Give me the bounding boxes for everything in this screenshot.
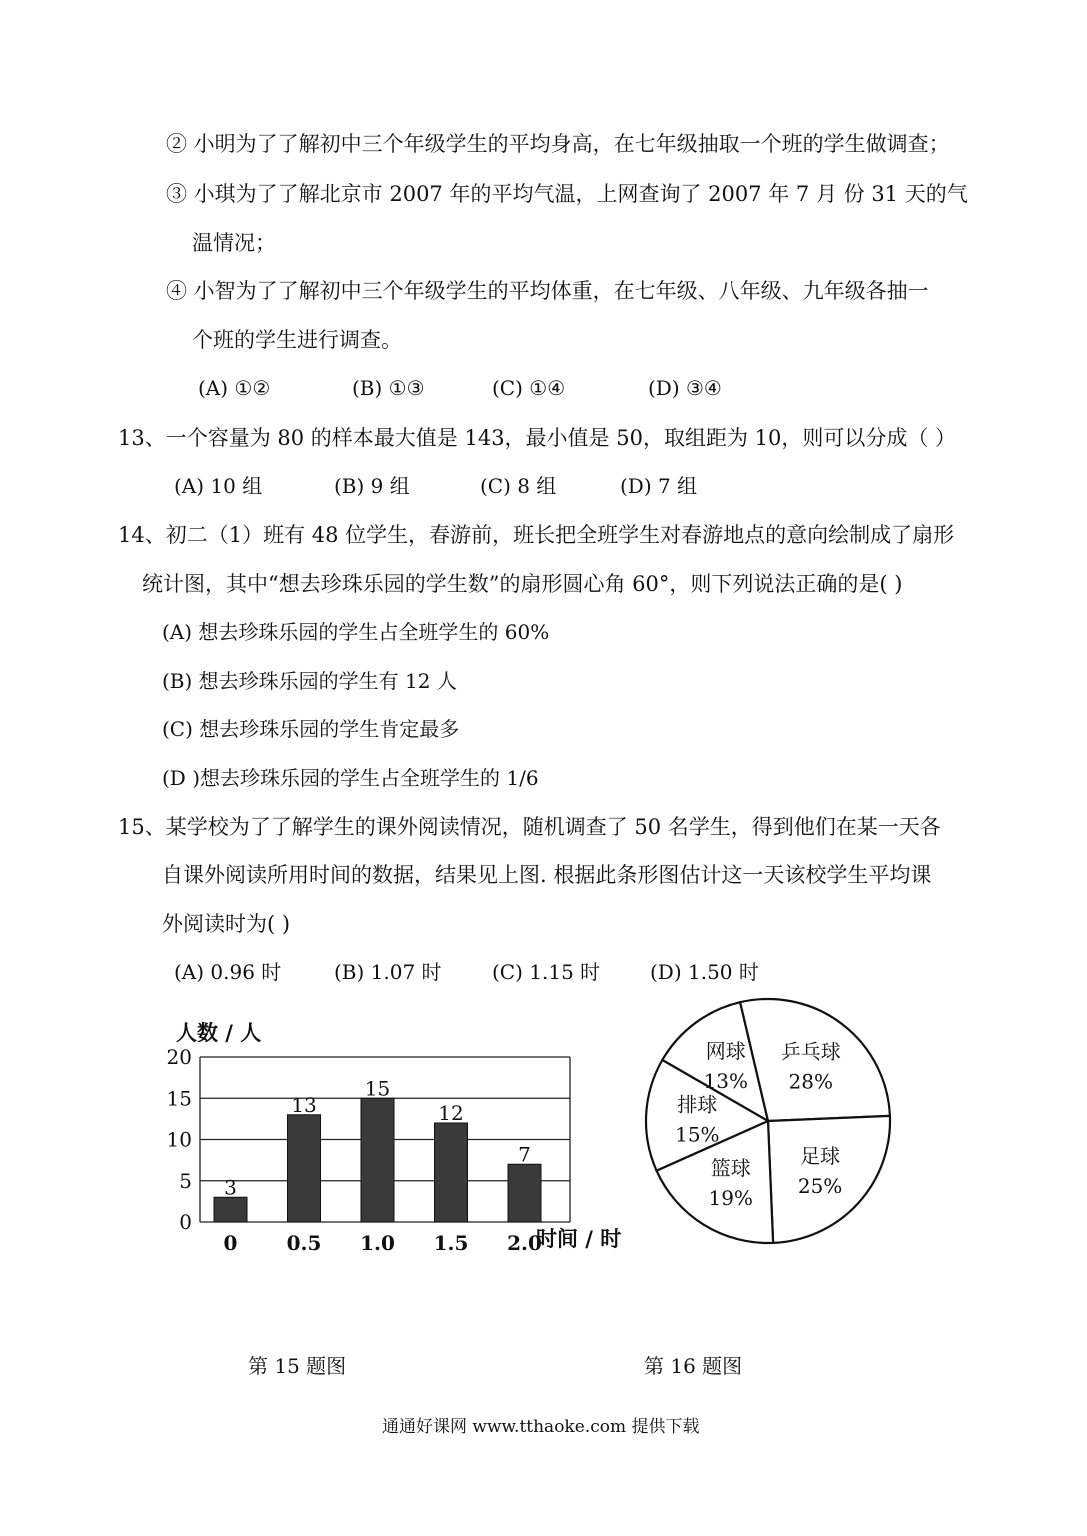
pie-slice-percent: 19%: [708, 1186, 753, 1211]
bar-chart-ytick: 5: [179, 1168, 192, 1193]
pie-chart: [640, 990, 900, 1250]
bar-chart-xtick: 1.0: [360, 1231, 395, 1255]
bar-chart-bar: [214, 1197, 247, 1222]
bar-chart-ytick: 0: [179, 1210, 192, 1234]
figure-15-caption: 第 15 题图: [248, 1354, 347, 1378]
bar-chart-xtick: 0.5: [286, 1231, 322, 1255]
bar-chart-xtick: 0: [223, 1231, 238, 1255]
q15-stem-line1: 15、某学校为了了解学生的课外阅读情况，随机调查了 50 名学生，得到他们在某一天各: [118, 815, 941, 839]
bar-chart-ytick: 20: [166, 1045, 192, 1069]
item-3-line1: ③ 小琪为了了解北京市 2007 年的平均气温，上网查询了 2007 年 7 月 份 31 天的气: [166, 182, 968, 206]
q12-option-c: (C) ①④: [492, 376, 566, 400]
bar-chart: [160, 1010, 640, 1260]
bar-chart-bar: [508, 1164, 541, 1222]
pie-slice-percent: 15%: [675, 1122, 720, 1147]
q15-option-c: (C) 1.15 时: [492, 960, 601, 984]
q12-option-b: (B) ①③: [352, 376, 425, 400]
bar-chart-data-label: 12: [438, 1101, 464, 1125]
pie-slice-name: 足球: [800, 1143, 841, 1168]
q14-stem-line2: 统计图，其中“想去珍珠乐园的学生数”的扇形圆心角 60°，则下列说法正确的是( ): [142, 572, 903, 596]
bar-chart-ylabel: 人数 / 人: [176, 1020, 262, 1045]
pie-slice-percent: 13%: [703, 1069, 749, 1094]
q15-option-a: (A) 0.96 时: [174, 960, 282, 984]
q14-option-c: (C) 想去珍珠乐园的学生肯定最多: [162, 717, 460, 741]
item-2: ② 小明为了了解初中三个年级学生的平均身高，在七年级抽取一个班的学生做调查；: [166, 132, 950, 156]
bar-chart-ytick: 10: [166, 1127, 192, 1152]
q14-option-b: (B) 想去珍珠乐园的学生有 12 人: [162, 669, 457, 693]
bar-chart-xlabel: 时间 / 时: [536, 1226, 622, 1251]
page-footer: 通通好课网 www.tthaoke.com 提供下载: [382, 1417, 700, 1437]
bar-chart-xtick: 1.5: [433, 1231, 469, 1255]
q14-option-a: (A) 想去珍珠乐园的学生占全班学生的 60%: [162, 620, 550, 644]
figure-16-caption: 第 16 题图: [644, 1354, 743, 1378]
q13-stem: 13、一个容量为 80 的样本最大值是 143，最小值是 50，取组距为 10，则可以分成（ ）: [118, 426, 957, 450]
q15-stem-line2: 自课外阅读所用时间的数据，结果见上图. 根据此条形图估计这一天该校学生平均课: [162, 863, 932, 887]
q13-option-b: (B) 9 组: [334, 474, 410, 498]
item-4-line2: 个班的学生进行调查。: [192, 328, 402, 352]
q13-option-d: (D) 7 组: [620, 474, 698, 498]
bar-chart-xtick: 2.0: [507, 1231, 542, 1255]
q15-option-b: (B) 1.07 时: [334, 960, 442, 984]
bar-chart-ytick: 15: [166, 1086, 192, 1111]
pie-slice-name: 篮球: [710, 1156, 751, 1181]
q15-stem-line3: 外阅读时为( ): [162, 912, 291, 936]
item-3-line2: 温情况；: [192, 231, 276, 255]
q14-stem-line1: 14、初二（1）班有 48 位学生，春游前，班长把全班学生对春游地点的意向绘制成了扇形: [118, 523, 955, 547]
q14-option-d: (D )想去珍珠乐园的学生占全班学生的 1/6: [162, 766, 539, 790]
q13-option-c: (C) 8 组: [480, 474, 557, 498]
bar-chart-data-label: 15: [364, 1076, 391, 1101]
bar-chart-data-label: 7: [518, 1142, 531, 1167]
q12-option-a: (A) ①②: [198, 376, 271, 400]
bar-chart-data-label: 13: [291, 1092, 317, 1117]
bar-chart-bar: [288, 1115, 321, 1222]
bar-chart-data-label: 3: [224, 1175, 237, 1200]
bar-chart-bar: [435, 1123, 468, 1222]
q13-option-a: (A) 10 组: [174, 474, 263, 498]
pie-slice-name: 排球: [677, 1092, 718, 1117]
q15-option-d: (D) 1.50 时: [650, 960, 759, 984]
q12-option-d: (D) ③④: [648, 376, 722, 400]
pie-slice-name: 乒乓球: [780, 1039, 841, 1064]
pie-slice-percent: 25%: [797, 1173, 843, 1198]
item-4-line1: ④ 小智为了了解初中三个年级学生的平均体重，在七年级、八年级、九年级各抽一: [166, 279, 929, 303]
pie-slice-percent: 28%: [788, 1069, 834, 1094]
pie-slice-name: 网球: [705, 1039, 746, 1064]
bar-chart-bar: [361, 1098, 394, 1222]
